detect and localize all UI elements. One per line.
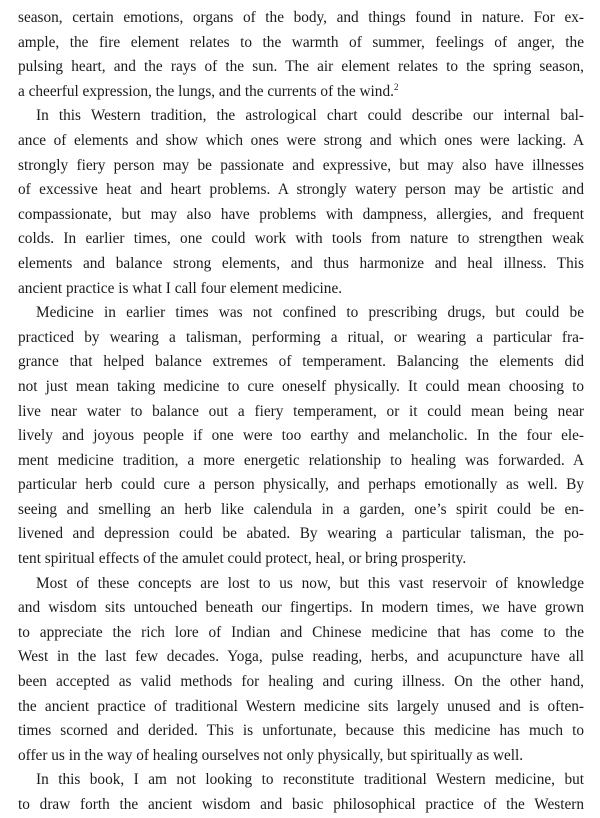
text-line: to draw forth the ancient wisdom and basic philosophical practice of the Western — [18, 796, 584, 813]
text-line: Most of these concepts are lost to us now, but this vast reservoir of knowledge — [36, 574, 584, 592]
paragraph — [18, 768, 584, 817]
text-line: ance of elements and show which ones were strong and which ones were lacking. A — [18, 131, 584, 149]
text-line-content: a cheerful expression, the lungs, and the currents of the wind. — [18, 82, 394, 100]
text-line: practiced by wearing a talisman, performing a ritual, or wearing a particular fra- — [18, 328, 584, 346]
text-line: elements and balance strong elements, and thus harmonize and heal illness. This — [18, 254, 584, 272]
text-line: season, certain emotions, organs of the body, and things found in nature. For ex- — [18, 9, 584, 26]
text-line: and wisdom sits untouched beneath our fingertips. In modern times, we have grown — [18, 599, 584, 617]
paragraph — [18, 6, 584, 104]
text-line: livened and depression could be abated. By wearing a particular talisman, the po- — [18, 525, 584, 543]
text-line: ancient practice is what I call four element medicine. — [18, 279, 343, 297]
text-line: been accepted as valid methods for healing and curing illness. On the other hand, — [18, 673, 584, 691]
text-line: seeing and smelling an herb like calendula in a garden, one’s spirit could be en- — [18, 500, 584, 518]
text-line: offer us in the way of healing ourselves not only physically, but spiritually as well. — [18, 746, 524, 764]
text-line: ample, the fire element relates to the warmth of summer, feelings of anger, the — [18, 33, 584, 51]
text-line: In this Western tradition, the astrological chart could describe our internal bal- — [36, 107, 584, 125]
text-line: of excessive heat and heart problems. A strongly watery person may be artistic and — [18, 181, 584, 199]
text-line: colds. In earlier times, one could work with tools from nature to strengthen weak — [18, 230, 584, 248]
text-line: tent spiritual effects of the amulet could protect, heal, or bring prosperity. — [18, 550, 467, 568]
text-line: grance that helped balance extremes of temperament. Balancing the elements did — [18, 353, 584, 371]
text-line: West in the last few decades. Yoga, pulse reading, herbs, and acupuncture have all — [18, 648, 584, 666]
paragraph — [18, 572, 584, 769]
text-line: compassionate, but may also have problems with dampness, allergies, and frequent — [18, 205, 584, 223]
paragraph — [18, 301, 584, 572]
text-line: not just mean taking medicine to cure oneself physically. It could mean choosing to — [18, 377, 584, 395]
text-line: lively and joyous people if one were too earthy and melancholic. In the four ele- — [18, 427, 584, 445]
footnote-marker: 2 — [393, 81, 399, 92]
paragraph — [18, 104, 584, 301]
text-line: times scorned and derided. This is unfortunate, because this medicine has much to — [18, 722, 584, 740]
text-line: particular herb could cure a person physically, and perhaps emotionally as well. By — [18, 476, 584, 494]
text-line: to appreciate the rich lore of Indian and Chinese medicine that has come to the — [18, 623, 584, 641]
text-line: live near water to balance out a fiery temperament, or it could mean being near — [18, 402, 584, 420]
text-line: In this book, I am not looking to reconstitute traditional Western medicine, but — [36, 771, 584, 789]
text-line: pulsing heart, and the rays of the sun. The air element relates to the spring season, — [18, 58, 584, 76]
text-line: the ancient practice of traditional Western medicine sits largely unused and is often- — [18, 697, 584, 715]
text-line — [18, 80, 584, 105]
text-line: strongly fiery person may be passionate and expressive, but may also have illnesses — [18, 156, 584, 174]
text-line: Medicine in earlier times was not confined to prescribing drugs, but could be — [36, 304, 584, 322]
body-text — [18, 6, 584, 818]
text-line: ment medicine tradition, a more energetic relationship to healing was forwarded. A — [18, 451, 584, 469]
